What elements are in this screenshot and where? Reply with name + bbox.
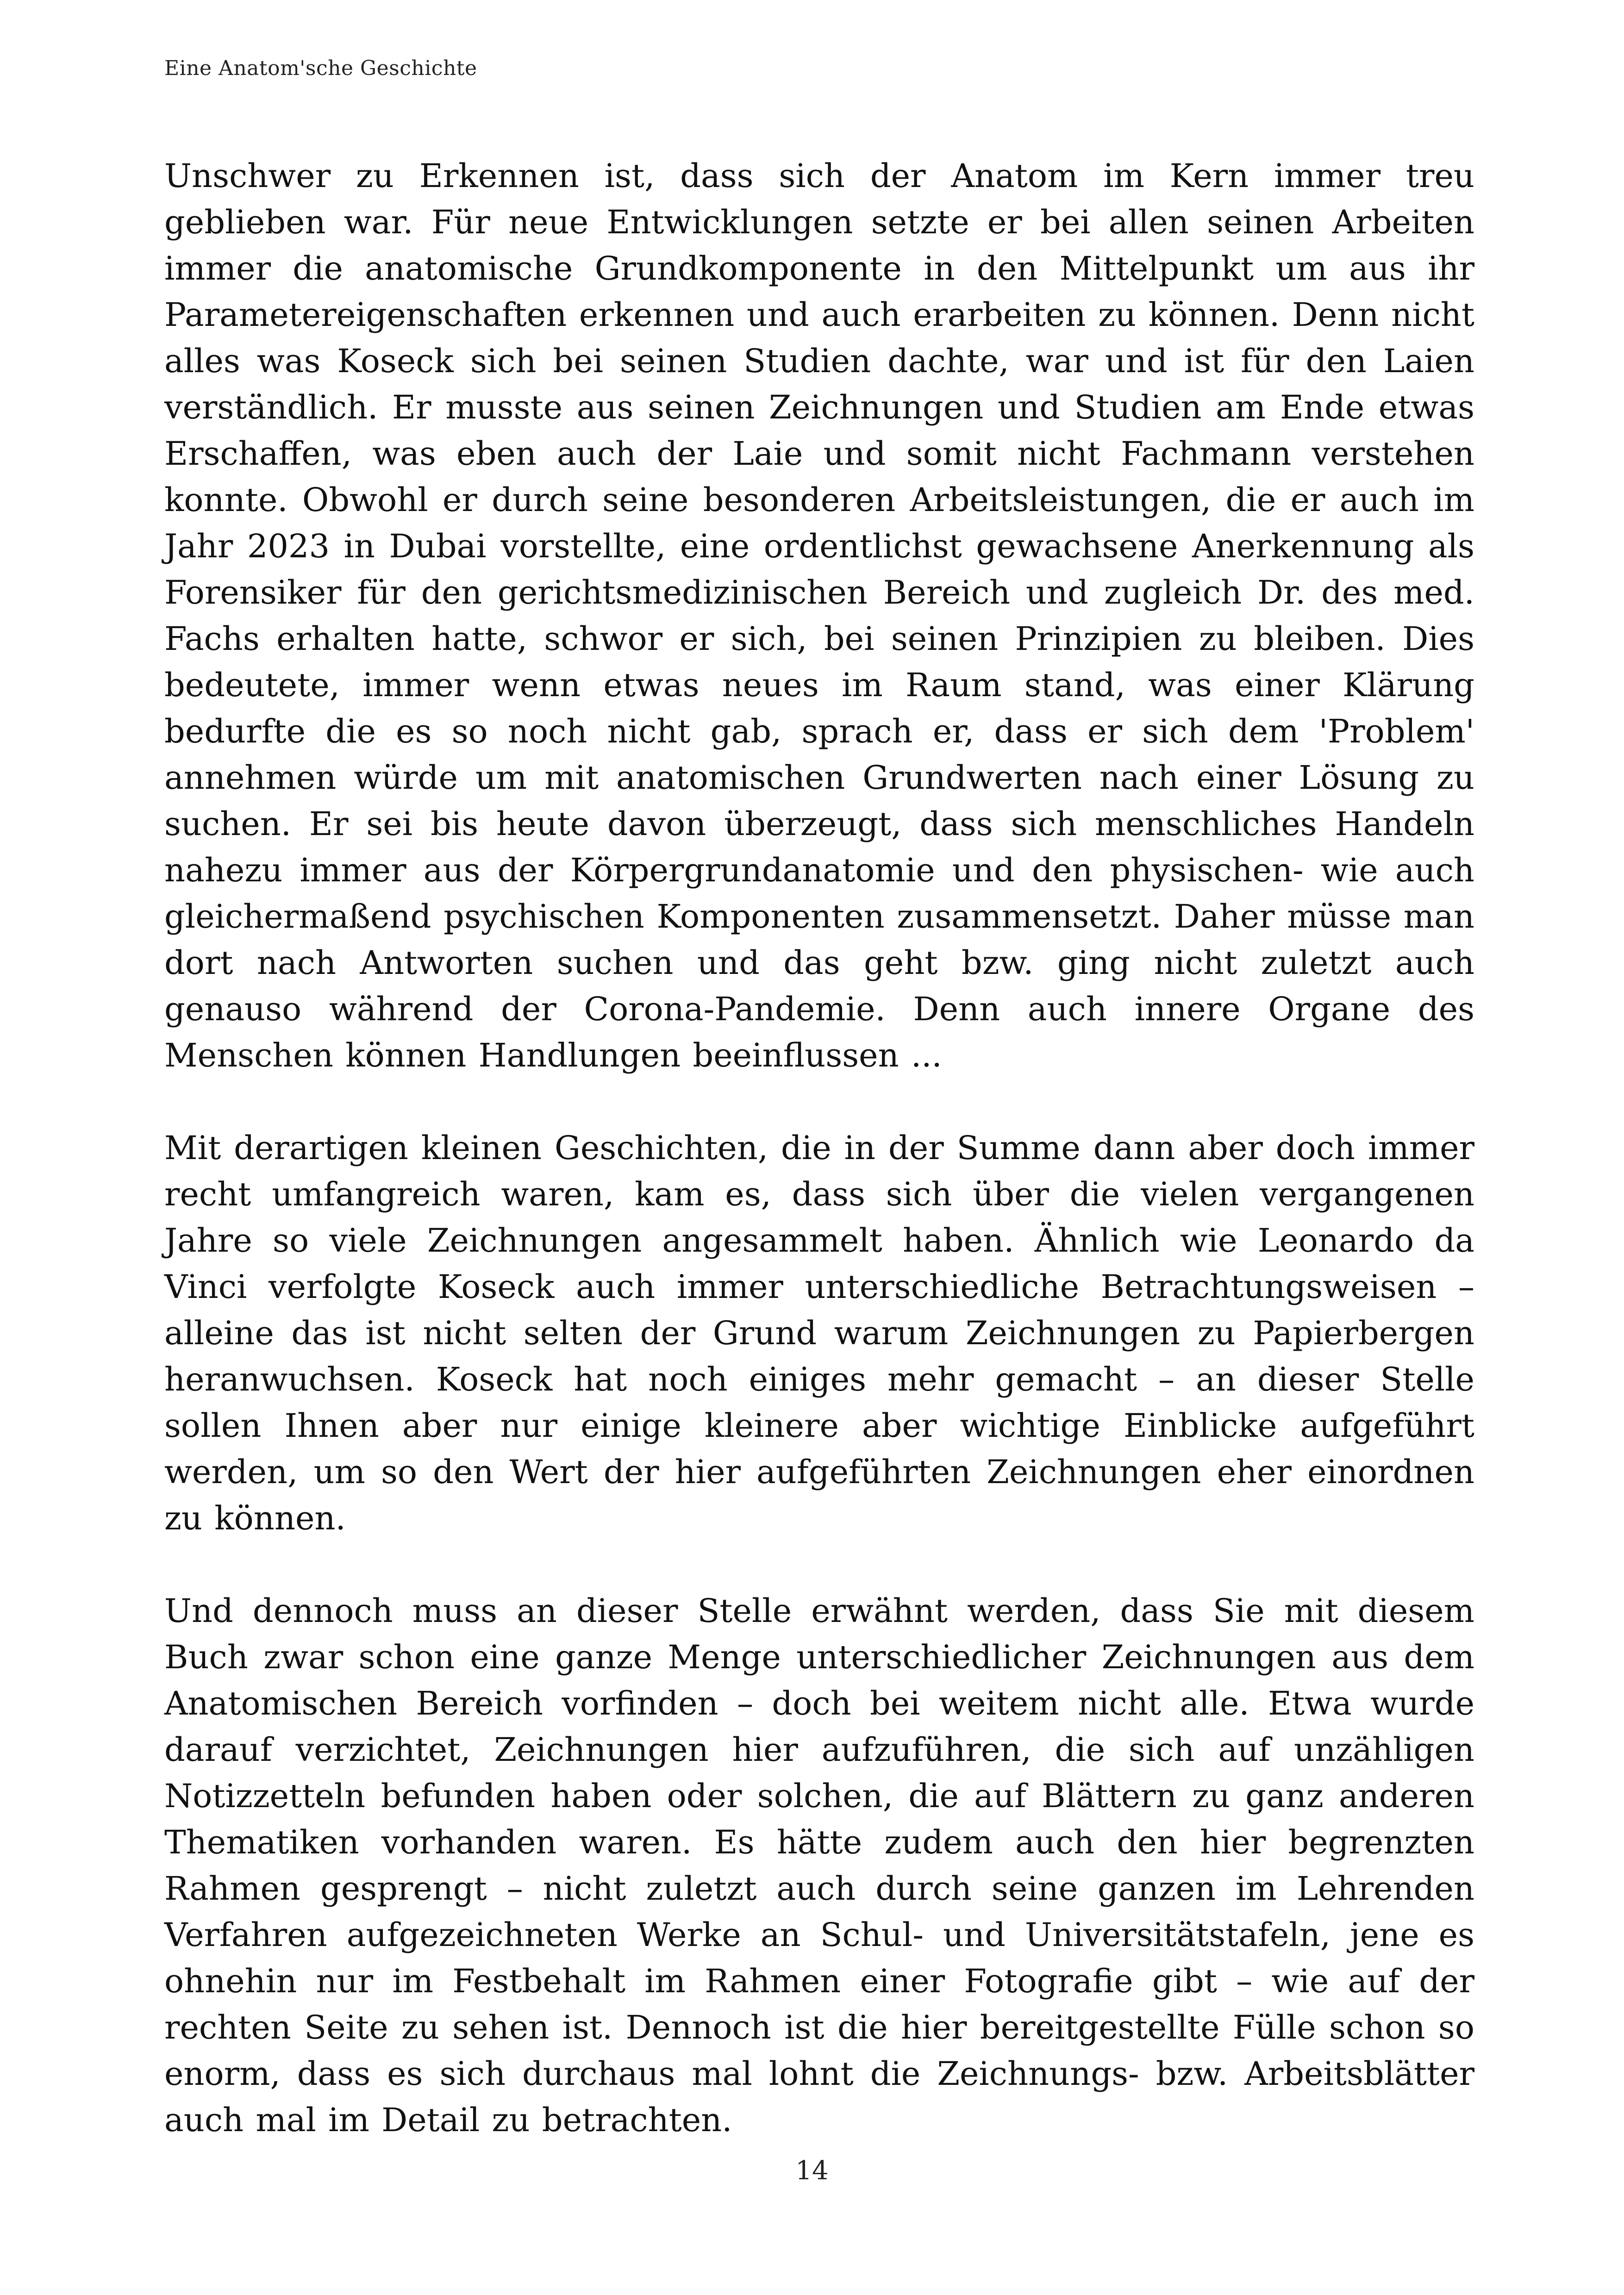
paragraph: Mit derartigen kleinen Geschichten, die in der Summe dann aber doch immer recht umfangreich waren, kam es, dass sich über die vielen vergangenen Jahre so viele Zeichnungen angesammelt haben. Ähnlich wie Leonardo da Vinci verfolgte Koseck auch immer unterschiedliche Betrachtungsweisen – alleine das ist nicht selten der Grund warum Zeichnungen zu Papierbergen heranwuchsen. Koseck hat noch einiges mehr gemacht – an dieser Stelle sollen Ihnen aber nur einige kleinere aber wichtige Einblicke aufgeführt werden, um so den Wert der hier aufgeführten Zeichnungen eher einordnen zu können. bbox=[164, 1129, 1474, 1537]
running-header: Eine Anatom'sche Geschichte bbox=[164, 56, 477, 80]
paragraph: Und dennoch muss an dieser Stelle erwähnt werden, dass Sie mit diesem Buch zwar schon eine ganze Menge unterschiedlicher Zeichnungen aus dem Anatomischen Bereich vorfinden – doch bei weitem nicht alle. Etwa wurde darauf verzichtet, Zeichnungen hier aufzuführen, die sich auf unzähligen Notizzetteln befunden haben oder solchen, die auf Blättern zu ganz anderen Thematiken vorhanden waren. Es hätte zudem auch den hier begrenzten Rahmen gesprengt – nicht zuletzt auch durch seine ganzen im Lehrenden Verfahren aufgezeichneten Werke an Schul- und Universitätstafeln, jene es ohnehin nur im Festbehalt im Rahmen einer Fotografie gibt – wie auf der rechten Seite zu sehen ist. Dennoch ist die hier bereitgestellte Fülle schon so enorm, dass es sich durchaus mal lohnt die Zeichnungs- bzw. Arbeitsblätter auch mal im Detail zu betrachten. bbox=[164, 1592, 1474, 2139]
page-number: 14 bbox=[795, 2156, 829, 2186]
paragraph: Unschwer zu Erkennen ist, dass sich der Anatom im Kern immer treu geblieben war. Für neue Entwicklungen setzte er bei allen seinen Arbeiten immer die anatomische Grundkomponente in den Mittelpunkt um aus ihr Parametereigenschaften erkennen und auch erarbeiten zu können. Denn nicht alles was Koseck sich bei seinen Studien dachte, war und ist für den Laien verständlich. Er musste aus seinen Zeichnungen und Studien am Ende etwas Erschaffen, was eben auch der Laie und somit nicht Fachmann verstehen konnte. Obwohl er durch seine besonderen Arbeitsleistungen, die er auch im Jahr 2023 in Dubai vorstellte, eine ordentlichst gewachsene Anerkennung als Forensiker für den gerichtsmedizinischen Bereich und zugleich Dr. des med. Fachs erhalten hatte, schwor er sich, bei seinen Prinzipien zu bleiben. Dies bedeutete, immer wenn etwas neues im Raum stand, was einer Klärung bedurfte die es so noch nicht gab, sprach er, dass er sich dem 'Problem' annehmen würde um mit anatomischen Grundwerten nach einer Lösung zu suchen. Er sei bis heute davon überzeugt, dass sich menschliches Handeln nahezu immer aus der Körpergrundanatomie und den physischen- wie auch gleichermaßend psychischen Komponenten zusammensetzt. Daher müsse man dort nach Antworten suchen und das geht bzw. ging nicht zuletzt auch genauso während der Corona-Pandemie. Denn auch innere Organe des Menschen können Handlungen beeinflussen ... bbox=[164, 157, 1474, 1074]
body-text bbox=[164, 153, 1474, 2143]
